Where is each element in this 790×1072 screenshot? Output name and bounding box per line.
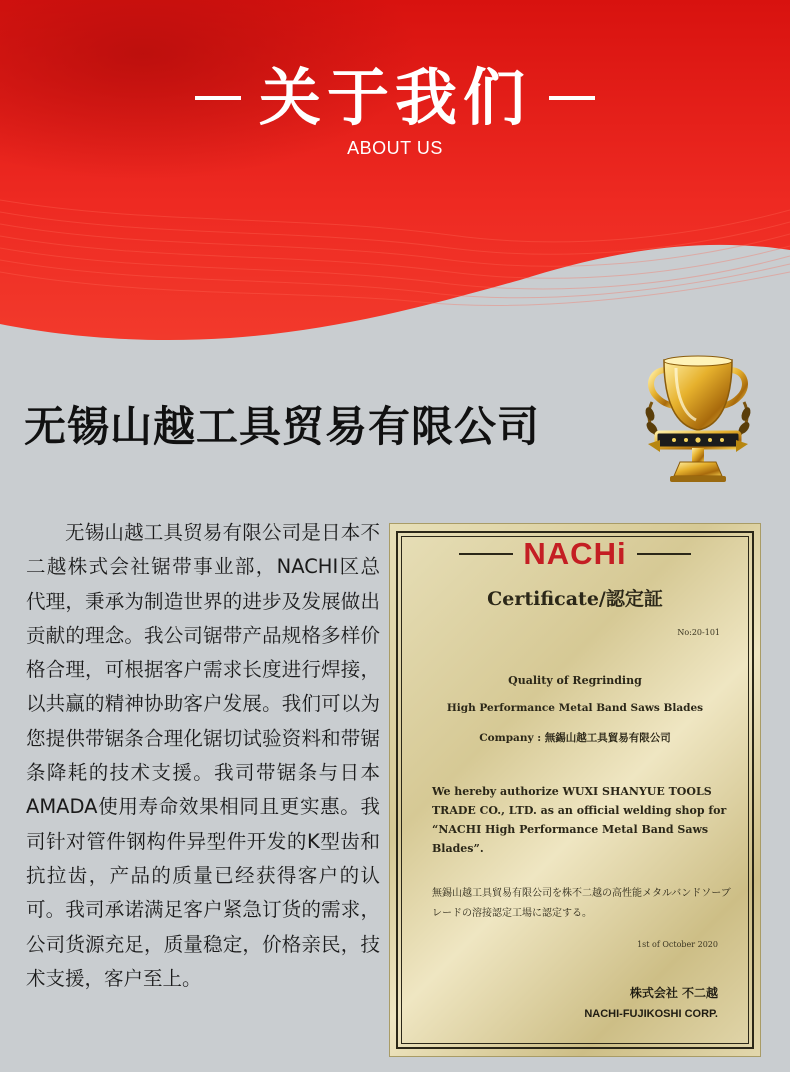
certificate-date: 1st of October 2020	[637, 940, 718, 949]
certificate-logo-row	[390, 534, 760, 574]
company-introduction: 无锡山越工具贸易有限公司是日本不二越株式会社锯带事业部，NACHI区总代理，秉承为制造世界的进步及发展做出贡献的理念。我公司锯带产品规格多样价格合理，可根据客户需求长度进行焊接，以共赢的精神协助客户发展。我们可以为您提供带锯条合理化锯切试验资料和带锯条降耗的技术支援。我司带锯条与日本AMADA使用寿命效果相同且更实惠。我司针对管件钢构件异型件开发的K型齿和抗拉齿，产品的质量已经获得客户的认可。我司承诺满足客户紧急订货的需求，公司货源充足，质量稳定，价格亲民，技术支援，客户至上。	[26, 521, 380, 990]
certificate-product: High Performance Metal Band Saws Blades	[446, 702, 704, 714]
certificate-number: No:20-101	[677, 628, 720, 637]
nachi-certificate	[390, 524, 760, 1056]
page-title: 关于我们	[258, 61, 531, 134]
certificate-company: Company : 無錫山越工具貿易有限公司	[479, 732, 671, 744]
title-dash-left	[195, 96, 241, 100]
logo-rule-right	[637, 553, 691, 555]
red-wave-banner	[0, 0, 790, 360]
certificate-body: We hereby authorize WUXI SHANYUE TOOLS TRADE CO., LTD. as an official welding shop for “NACHI High Performance Metal Band Saws Blades”.	[432, 785, 727, 855]
certificate-japanese-text: 無錫山越工具貿易有限公司を株不二越の高性能メタルバンドソーブレードの溶接認定工場に認定する。	[432, 888, 731, 919]
title-dash-right	[549, 96, 595, 100]
nachi-logo: NACHi	[523, 536, 627, 571]
certificate-issuer-en: NACHI-FUJIKOSHI CORP.	[584, 1008, 718, 1020]
certificate-quality: Quality of Regrinding	[508, 674, 642, 687]
logo-rule-left	[459, 553, 513, 555]
section-title	[0, 58, 790, 138]
company-name: 无锡山越工具贸易有限公司	[24, 402, 541, 451]
certificate-issuer-jp: 株式会社 不二越	[629, 986, 718, 1000]
trophy-icon	[636, 352, 760, 486]
page-subtitle: ABOUT US	[347, 138, 443, 158]
certificate-title: Certificate/認定証	[487, 588, 663, 610]
